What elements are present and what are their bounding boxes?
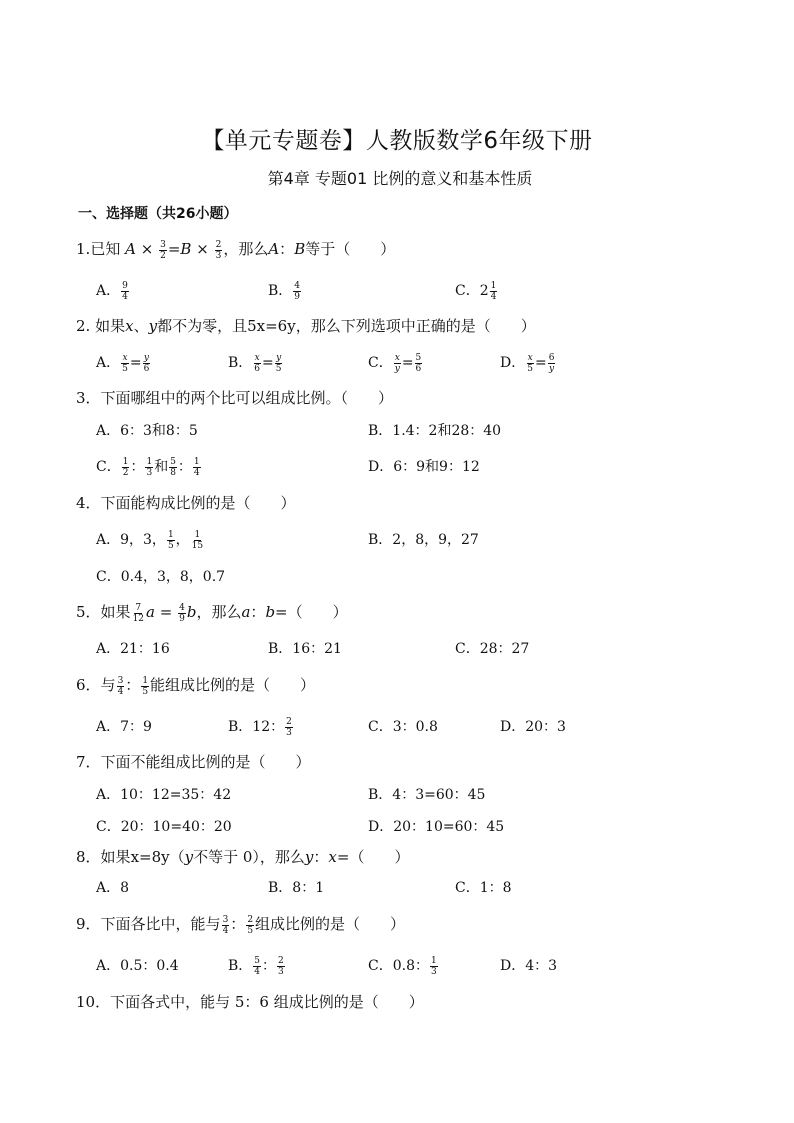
q5-option-a: A．21：16 <box>96 641 170 657</box>
question-2: 2. 如果x、y都不为零，且5x=6y，那么下列选项中正确的是（ ） <box>76 317 536 335</box>
q5-option-c: C．28：27 <box>455 641 530 657</box>
q6-option-a: A．7：9 <box>96 719 152 735</box>
q3-option-a: A．6：3和8：5 <box>96 423 198 439</box>
q1-option-b: B． $\frac{4}{9}$ <box>268 280 301 302</box>
q8-option-c: C．1：8 <box>455 880 512 896</box>
q1-option-a: A． $\frac{9}{4}$ <box>96 280 128 302</box>
q3-option-d: D．6：9和9：12 <box>368 459 480 475</box>
q1-option-c: C． 2 1 4 <box>455 280 497 302</box>
q9-option-d: D．4：3 <box>500 958 558 974</box>
question-4: 4．下面能构成比例的是（ ） <box>76 494 296 512</box>
q3-option-c: C． $\frac{1}{2}$ ： $\frac{1}{3}$ 和 $\frac{5}{8}$ ： $\frac{1}{4}$ <box>96 456 200 478</box>
q9-option-c: C．0.8： $\frac{1}{3}$ <box>368 955 437 977</box>
q6-option-b: B．12： $\frac{2}{3}$ <box>228 716 292 738</box>
fraction: $\frac{3}{2}$ <box>160 239 166 261</box>
q4-option-a: A．9，3， $\frac{1}{5}$ ， $\frac{1}{15}$ <box>96 529 204 551</box>
q2-option-a: A． $\frac{x}{5}$ = $\frac{y}{6}$ <box>96 352 150 374</box>
q7-option-a: A．10：12=35：42 <box>96 787 232 803</box>
q5-option-b: B．16：21 <box>268 641 342 657</box>
question-6: 6．与 $\frac{3}{4}$ ： $\frac{1}{5}$ 能组成比例的是（ ） <box>76 675 316 697</box>
page-subtitle: 第4章 专题01 比例的意义和基本性质 <box>267 169 533 188</box>
q7-option-b: B．4：3=60：45 <box>368 787 486 803</box>
q7-option-d: D．20：10=60：45 <box>368 819 505 835</box>
q9-option-b: B． $\frac{5}{4}$ ： $\frac{2}{3}$ <box>228 955 284 977</box>
q4-option-c: C．0.4，3，8，0.7 <box>96 569 226 585</box>
q6-option-d: D．20：3 <box>500 719 566 735</box>
q8-option-a: A．8 <box>96 880 130 896</box>
question-9: 9．下面各比中，能与 $\frac{3}{4}$ ： $\frac{2}{5}$ 组成比例的是（ ） <box>76 914 406 936</box>
q2-option-d: D． $\frac{x}{5}$ = $\frac{6}{y}$ <box>500 352 555 374</box>
question-7: 7．下面不能组成比例的是（ ） <box>76 753 311 771</box>
question-10: 10．下面各式中，能与 5：6 组成比例的是（ ） <box>76 993 424 1011</box>
question-1: 1.已知 A × $\frac{3}{2}$ =B × $\frac{2}{3}$ ，那么A：B等于（ ） <box>76 239 396 261</box>
q9-option-a: A．0.5：0.4 <box>96 958 179 974</box>
q3-option-b: B．1.4：2和28：40 <box>368 423 502 439</box>
section-heading: 一、选择题（共26小题） <box>78 206 238 222</box>
q7-option-c: C．20：10=40：20 <box>96 819 232 835</box>
fraction: $\frac{2}{3}$ <box>215 239 222 261</box>
q2-option-c: C． $\frac{x}{y}$ = $\frac{5}{6}$ <box>368 352 422 374</box>
q4-option-b: B．2，8，9，27 <box>368 532 479 548</box>
question-3: 3．下面哪组中的两个比可以组成比例。（ ） <box>76 389 394 407</box>
question-5: 5．如果 $\frac{7}{12}$ a = $\frac{4}{9}$ b，那么a：b=（ ） <box>76 602 348 624</box>
q2-option-b: B． $\frac{x}{6}$ = $\frac{y}{5}$ <box>228 352 282 374</box>
page-title: 【单元专题卷】人教版数学6年级下册 <box>201 128 593 154</box>
q8-option-b: B．8：1 <box>268 880 325 896</box>
question-8: 8．如果x=8y（y不等于 0），那么y：x=（ ） <box>76 848 410 866</box>
q6-option-c: C．3：0.8 <box>368 719 438 735</box>
